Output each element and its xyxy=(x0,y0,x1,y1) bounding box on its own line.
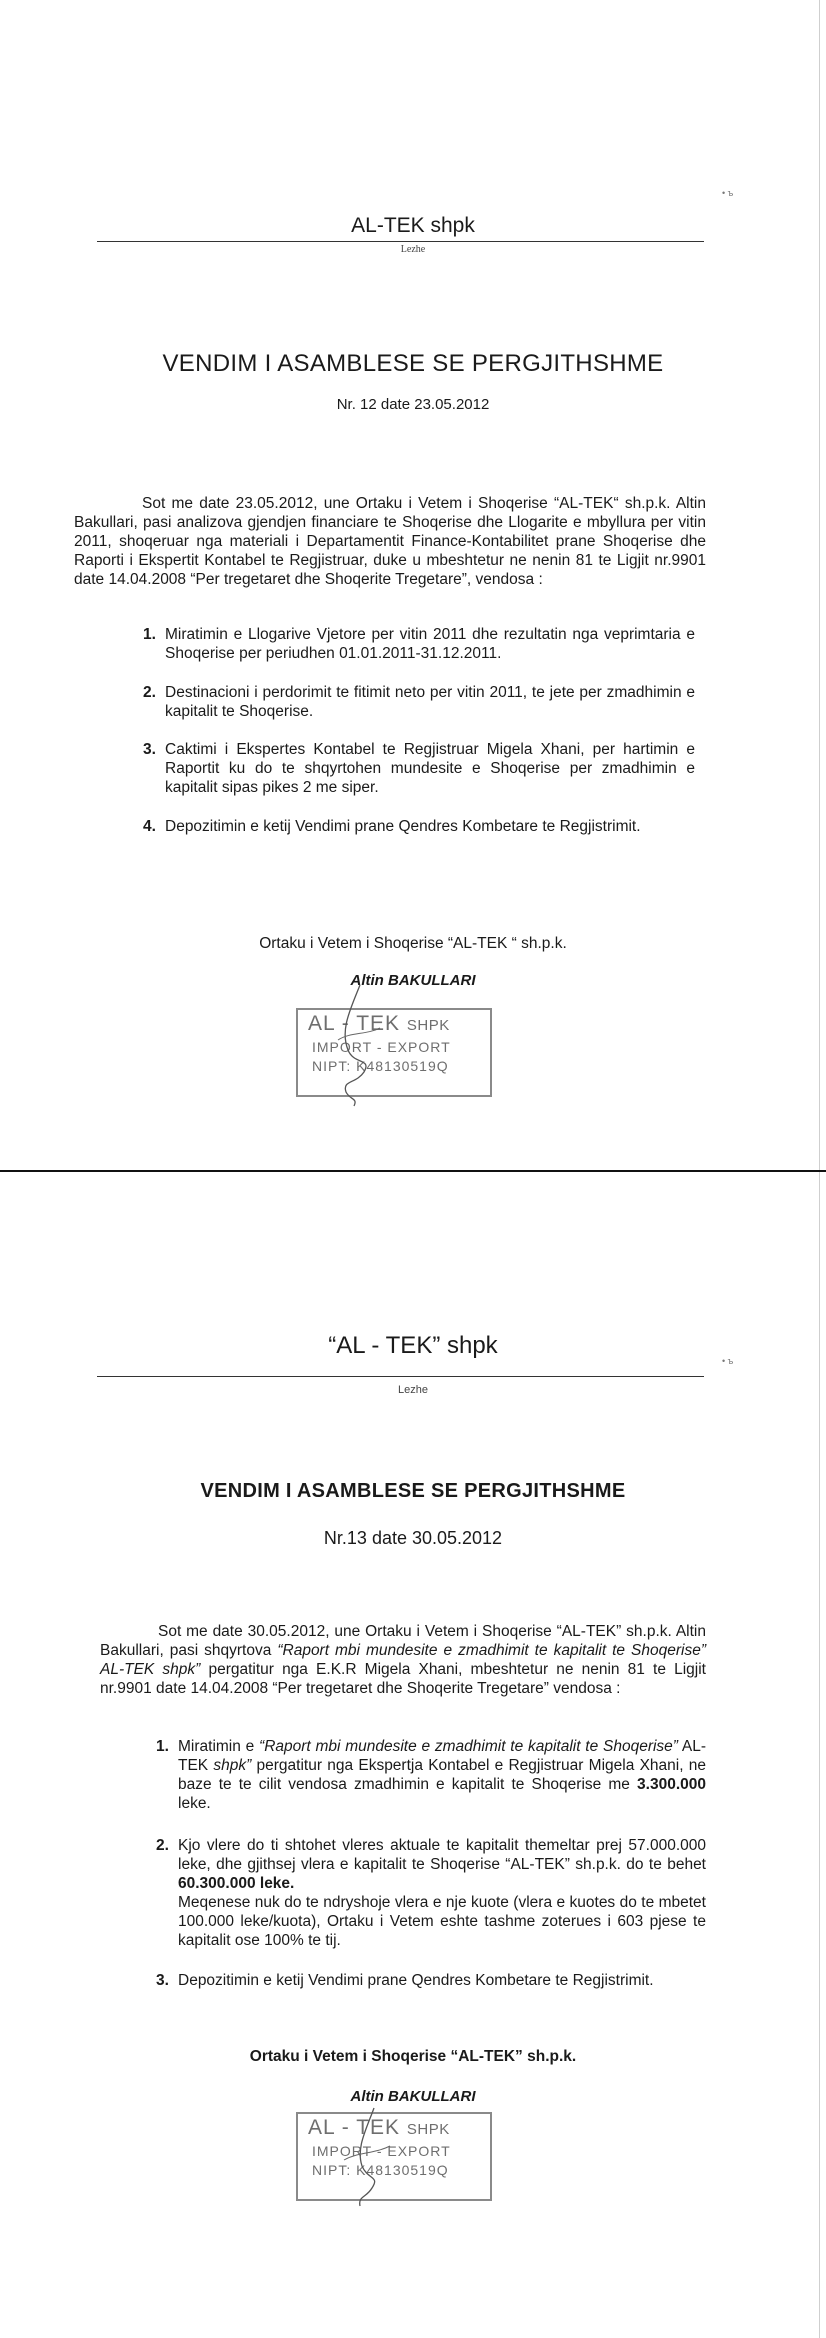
signatory-title: Ortaku i Vetem i Shoqerise “AL-TEK” sh.p.k. xyxy=(249,2048,577,2065)
document-page-2 xyxy=(0,1172,826,2338)
item-number: 2. xyxy=(156,1837,169,1854)
document-number: Nr. 12 date 23.05.2012 xyxy=(336,396,490,413)
stamp-line-company: AL - TEK SHPK xyxy=(308,2116,450,2139)
stamp-line-nipt: NIPT: K48130519Q xyxy=(312,1058,449,1074)
item-number: 1. xyxy=(143,626,156,643)
intro-paragraph: Sot me date 23.05.2012, une Ortaku i Vetem i Shoqerise “AL-TEK“ sh.p.k. Altin Bakullari, pasi analizova gjendjen financiare te Shoqerise dhe Llogarite e mbyllura per vitin 2011, shoqeruar nga materiali i Departamentit Finance-Kontabilitet prane Shoqerise dhe Raporti i Ekspertit Kontabel te Regjistruar, duke u mbeshtetur ne nenin 81 te Ligjit nr.9901 date 14.04.2008 “Per tregetaret dhe Shoqerite Tregetare”, vendosa : xyxy=(74,495,706,588)
document-title: VENDIM I ASAMBLESE SE PERGJITHSHME xyxy=(200,1480,626,1502)
stamp-line-nipt: NIPT: K48130519Q xyxy=(312,2162,449,2178)
page-edge xyxy=(819,0,820,1170)
decision-item-3: 3. Depozitimin e ketij Vendimi prane Qendres Kombetare te Regjistrimit. xyxy=(156,1972,654,1989)
item-number: 3. xyxy=(156,1972,169,1989)
item-number: 1. xyxy=(156,1738,169,1755)
scan-speck: • ъ xyxy=(722,188,734,198)
item-text: Miratimin e Llogarive Vjetore per vitin 2011 dhe rezultatin nga veprimtaria e Shoqerise per periudhen 01.01.2011-31.12.2011. xyxy=(165,626,695,662)
decision-item-4 xyxy=(143,817,695,836)
company-header: “AL - TEK” shpk xyxy=(328,1332,498,1359)
decision-item-1 xyxy=(143,625,695,663)
signatory-name: Altin BAKULLARI xyxy=(350,2088,476,2105)
document-title: VENDIM I ASAMBLESE SE PERGJITHSHME xyxy=(162,350,664,377)
decision-item-2: 2. Kjo vlere do ti shtohet vleres aktuale te kapitalit themeltar prej 57.000.000 leke, dhe gjithsej vlera e kapitalit te Shoqerise “AL-TEK” sh.p.k. do te behet 60.300.000 leke. Meqenese nuk do te ndryshoje vlera e nje kuote (vlera e kuotes do te mbetet 100.000 leke/kuota), Ortaku i Vetem eshte tashme zoterues i 603 pjese te kapitalit ose 100% te tij. xyxy=(156,1837,706,1949)
stamp-line-company: AL - TEK SHPK xyxy=(308,1012,450,1035)
header-rule xyxy=(97,241,704,242)
signatory-name: Altin BAKULLARI xyxy=(350,972,476,989)
company-city: Lezhe xyxy=(398,1384,428,1396)
item-text: Caktimi i Ekspertes Kontabel te Regjistruar Migela Xhani, per hartimin e Raportit ku do te shqyrtohen mundesite e Shoqerise per zmadhimin e kapitalit sipas pikes 2 me siper. xyxy=(165,741,695,796)
signatory-title: Ortaku i Vetem i Shoqerise “AL-TEK “ sh.p.k. xyxy=(259,935,567,952)
stamp-line-activity: IMPORT - EXPORT xyxy=(312,1039,451,1055)
decision-item-2 xyxy=(143,683,695,721)
document-number: Nr.13 date 30.05.2012 xyxy=(323,1528,503,1548)
item-number: 4. xyxy=(143,818,156,835)
decision-item-1: 1. Miratimin e “Raport mbi mundesite e zmadhimit te kapitalit te Shoqerise” AL-TEK shpk” pergatitur nga Ekspertja Kontabel e Regjistruar Migela Xhani, ne baze te te cilit vendosa zmadhimin e kapitalit te Shoqerise me 3.300.000 leke. xyxy=(156,1738,706,1812)
handwritten-signature xyxy=(330,2102,400,2212)
header-rule xyxy=(97,1376,704,1377)
company-city: Lezhe xyxy=(400,244,426,255)
scan-speck: • ъ xyxy=(722,1356,734,1366)
item-text: Depozitimin e ketij Vendimi prane Qendres Kombetare te Regjistrimit. xyxy=(165,818,641,835)
company-header: AL-TEK shpk xyxy=(351,214,475,237)
intro-paragraph: Sot me date 30.05.2012, une Ortaku i Vetem i Shoqerise “AL-TEK” sh.p.k. Altin Bakullari, pasi shqyrtova “Raport mbi mundesite e zmadhimit te kapitalit te Shoqerise” AL-TEK shpk” pergatitur nga E.K.R Migela Xhani, mbeshtetur ne nenin 81 te Ligjit nr.9901 date 14.04.2008 “Per tregetaret dhe Shoqerite Tregetare” vendosa : xyxy=(100,1623,706,1697)
item-number: 2. xyxy=(143,684,156,701)
stamp-line-activity: IMPORT - EXPORT xyxy=(312,2143,451,2159)
item-number: 3. xyxy=(143,741,156,758)
decision-item-3 xyxy=(143,740,695,797)
handwritten-signature xyxy=(320,980,390,1110)
item-text: Destinacioni i perdorimit te fitimit neto per vitin 2011, te jete per zmadhimin e kapitalit te Shoqerise. xyxy=(165,684,695,720)
